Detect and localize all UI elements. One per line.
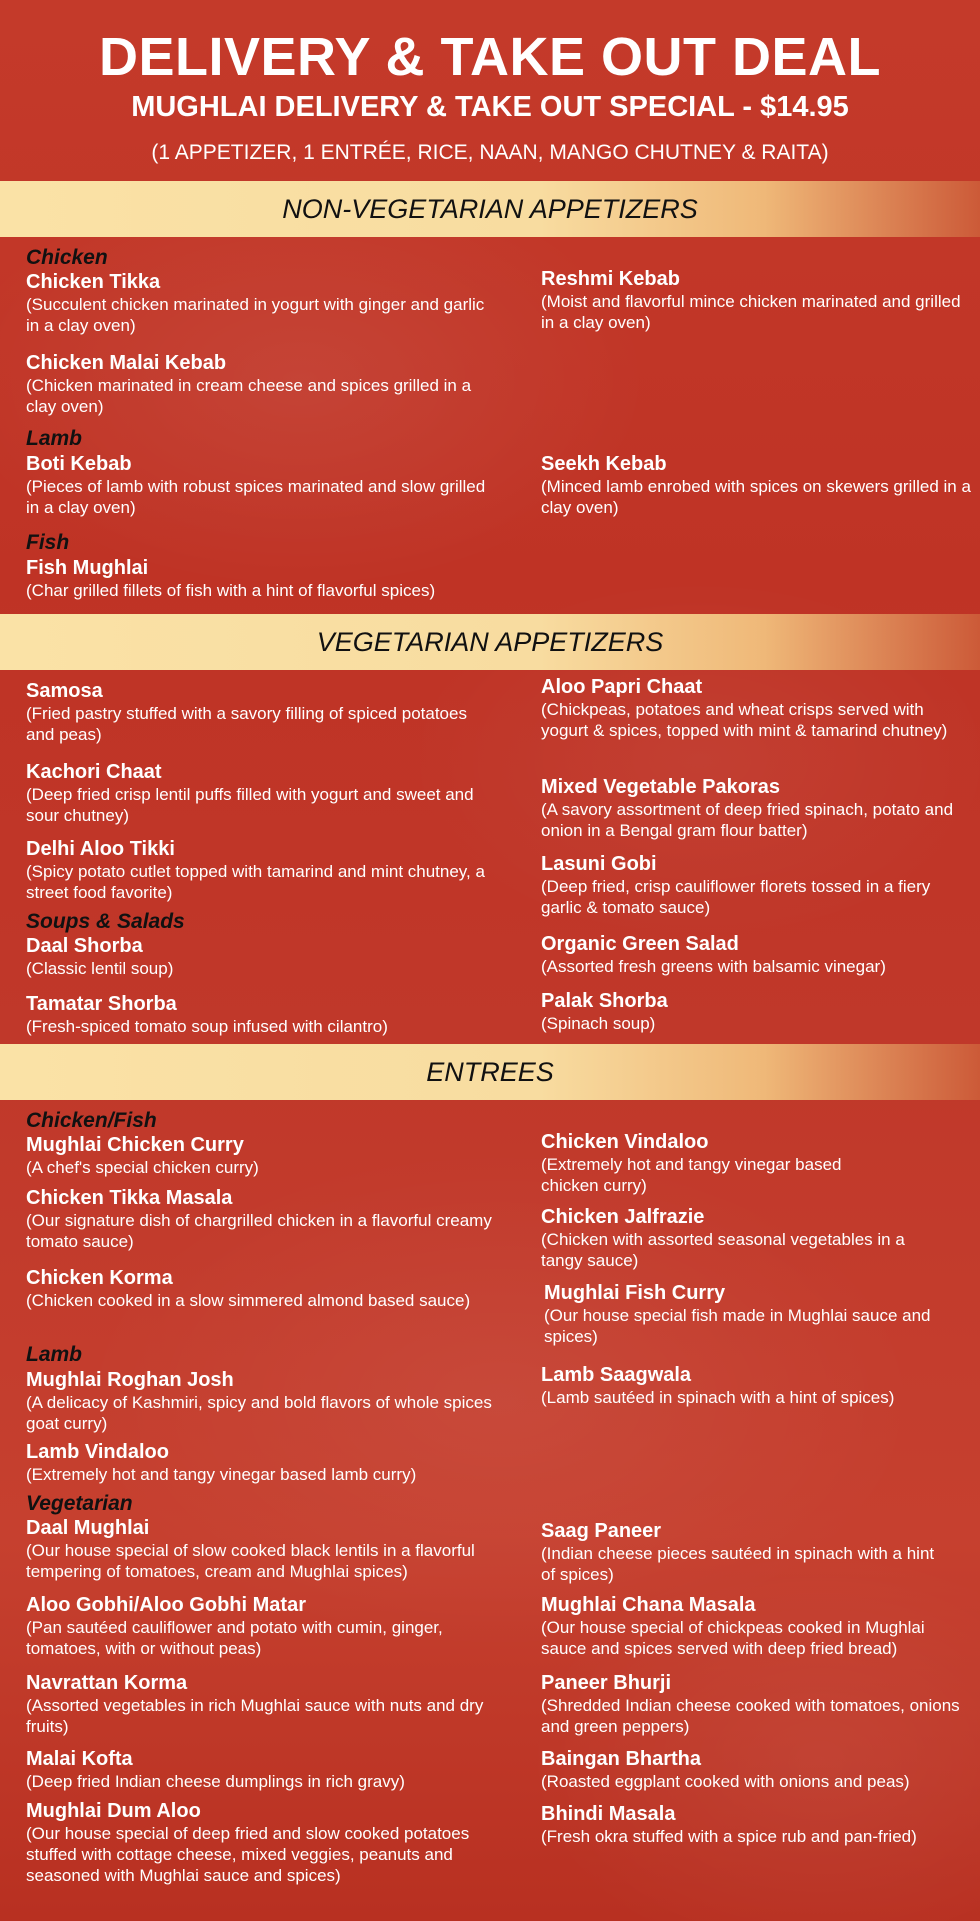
menu-item: [26, 1748, 526, 1792]
section-band-entrees: [0, 1044, 980, 1100]
item-name: Kachori Chaat: [26, 761, 162, 783]
item-description: (Extremely hot and tangy vinegar based chicken curry): [541, 1155, 842, 1195]
special-offer-note: (1 APPETIZER, 1 ENTRÉE, RICE, NAAN, MANGO CHUTNEY & RAITA): [151, 141, 829, 164]
menu-item: [26, 1594, 496, 1659]
item-name: Lamb Saagwala: [541, 1364, 692, 1386]
menu-item: [26, 1134, 526, 1178]
menu-item: [26, 761, 496, 826]
item-description: (Chickpeas, potatoes and wheat crisps served with yogurt & spices, topped with mint & tamarind chutney): [541, 700, 948, 740]
menu-item: [26, 1441, 526, 1485]
subheading-chicken-fish: Chicken/Fish: [26, 1109, 157, 1132]
menu-item: [26, 680, 496, 745]
item-name: Chicken Tikka Masala: [26, 1187, 233, 1209]
item-description: (Fresh okra stuffed with a spice rub and pan-fried): [541, 1827, 917, 1846]
item-name: Paneer Bhurji: [541, 1672, 672, 1694]
item-name: Fish Mughlai: [26, 557, 149, 579]
menu-item: [541, 453, 971, 518]
item-description: (A chef's special chicken curry): [26, 1158, 259, 1177]
item-description: (Our house special fish made in Mughlai sauce and spices): [544, 1306, 931, 1346]
subheading-vegetarian: Vegetarian: [26, 1492, 133, 1515]
section-band-nonveg: [0, 181, 980, 237]
item-description: (Indian cheese pieces sautéed in spinach with a hint of spices): [541, 1544, 935, 1584]
menu-item: [26, 935, 526, 979]
page-title: DELIVERY & TAKE OUT DEAL: [98, 27, 882, 87]
item-description: (Fried pastry stuffed with a savory filling of spiced potatoes and peas): [26, 704, 467, 744]
item-description: (Roasted eggplant cooked with onions and peas): [541, 1772, 910, 1791]
menu-item: [544, 1282, 954, 1347]
item-description: (Extremely hot and tangy vinegar based lamb curry): [26, 1465, 417, 1484]
menu-item: [541, 1364, 971, 1408]
item-description: (Our signature dish of chargrilled chicken in a flavorful creamy tomato sauce): [26, 1211, 492, 1251]
menu-item: [541, 776, 971, 841]
menu-item: [26, 1517, 536, 1582]
subheading-chicken: Chicken: [26, 246, 108, 269]
item-name: Aloo Gobhi/Aloo Gobhi Matar: [26, 1594, 306, 1616]
item-description: (Char grilled fillets of fish with a hint of flavorful spices): [26, 581, 436, 600]
item-description: (Assorted vegetables in rich Mughlai sauce with nuts and dry fruits): [26, 1696, 484, 1736]
item-name: Chicken Vindaloo: [541, 1131, 709, 1153]
item-description: (Spinach soup): [541, 1014, 656, 1033]
item-name: Lasuni Gobi: [541, 853, 657, 875]
item-description: (A savory assortment of deep fried spinach, potato and onion in a Bengal gram flour batter): [541, 800, 954, 840]
menu-item: [26, 1800, 496, 1886]
item-description: (Shredded Indian cheese cooked with tomatoes, onions and green peppers): [541, 1696, 960, 1736]
item-name: Baingan Bhartha: [541, 1748, 702, 1770]
section-title-veg: VEGETARIAN APPETIZERS: [316, 627, 664, 657]
item-description: (Minced lamb enrobed with spices on skewers grilled in a clay oven): [541, 477, 971, 517]
item-name: Chicken Korma: [26, 1267, 173, 1289]
menu-item: [26, 271, 496, 336]
item-name: Delhi Aloo Tikki: [26, 838, 175, 860]
item-description: (Deep fried, crisp cauliflower florets tossed in a fiery garlic & tomato sauce): [541, 877, 931, 917]
item-name: Seekh Kebab: [541, 453, 667, 475]
menu-item: [541, 1748, 971, 1792]
section-title-entrees: ENTREES: [426, 1057, 554, 1087]
subheading-lamb-entrees: Lamb: [26, 1343, 83, 1366]
subheading-fish: Fish: [26, 531, 70, 554]
menu-item: [541, 676, 971, 741]
menu-item: [26, 993, 526, 1037]
menu-item: [541, 1206, 941, 1271]
item-description: (Our house special of slow cooked black lentils in a flavorful tempering of tomatoes, cream and Mughlai spices): [26, 1541, 475, 1581]
item-name: Boti Kebab: [26, 453, 132, 475]
item-name: Mughlai Dum Aloo: [26, 1800, 201, 1822]
section-band-veg: [0, 614, 980, 670]
menu-item: [26, 352, 496, 417]
item-name: Samosa: [26, 680, 103, 702]
menu-item: [26, 557, 526, 601]
item-description: (Pan sautéed cauliflower and potato with cumin, ginger, tomatoes, with or without peas): [26, 1618, 443, 1658]
item-name: Organic Green Salad: [541, 933, 739, 955]
item-name: Malai Kofta: [26, 1748, 133, 1770]
item-name: Palak Shorba: [541, 990, 668, 1012]
item-name: Daal Mughlai: [26, 1517, 150, 1539]
menu-item: [26, 838, 496, 903]
item-name: Mughlai Fish Curry: [544, 1282, 726, 1304]
item-name: Mughlai Chana Masala: [541, 1594, 756, 1616]
section-title-nonveg: NON-VEGETARIAN APPETIZERS: [282, 194, 698, 224]
item-name: Bhindi Masala: [541, 1803, 676, 1825]
item-description: (Chicken with assorted seasonal vegetables in a tangy sauce): [541, 1230, 905, 1270]
item-name: Tamatar Shorba: [26, 993, 177, 1015]
item-description: (Assorted fresh greens with balsamic vinegar): [541, 957, 886, 976]
menu-item: [541, 1672, 971, 1737]
menu-item: [26, 1187, 496, 1252]
item-name: Chicken Tikka: [26, 271, 161, 293]
item-name: Chicken Malai Kebab: [26, 352, 227, 374]
item-name: Saag Paneer: [541, 1520, 662, 1542]
menu-item: [541, 853, 971, 918]
item-name: Aloo Papri Chaat: [541, 676, 703, 698]
item-description: (A delicacy of Kashmiri, spicy and bold flavors of whole spices goat curry): [26, 1393, 492, 1433]
item-name: Mixed Vegetable Pakoras: [541, 776, 781, 798]
menu-item: [541, 1520, 941, 1585]
item-name: Mughlai Chicken Curry: [26, 1134, 244, 1156]
item-name: Mughlai Roghan Josh: [26, 1369, 234, 1391]
item-description: (Deep fried Indian cheese dumplings in rich gravy): [26, 1772, 405, 1791]
menu-item: [26, 453, 496, 518]
menu-item: [541, 268, 971, 333]
menu-item: [26, 1672, 496, 1737]
subheading-soups-salads: Soups & Salads: [26, 910, 185, 933]
item-name: Chicken Jalfrazie: [541, 1206, 705, 1228]
menu-item: [26, 1369, 496, 1434]
special-offer-subtitle: MUGHLAI DELIVERY & TAKE OUT SPECIAL - $14.95: [131, 91, 849, 123]
menu-item: [541, 1594, 971, 1659]
menu-item: [541, 1131, 901, 1196]
item-description: (Chicken marinated in cream cheese and spices grilled in a clay oven): [26, 376, 472, 416]
item-description: (Moist and flavorful mince chicken marinated and grilled in a clay oven): [541, 292, 961, 332]
item-description: (Deep fried crisp lentil puffs filled with yogurt and sweet and sour chutney): [26, 785, 474, 825]
subheading-lamb: Lamb: [26, 427, 83, 450]
item-name: Daal Shorba: [26, 935, 143, 957]
item-name: Navrattan Korma: [26, 1672, 188, 1694]
item-description: (Classic lentil soup): [26, 959, 174, 978]
menu-item: [541, 990, 971, 1034]
item-description: (Lamb sautéed in spinach with a hint of spices): [541, 1388, 895, 1407]
item-name: Lamb Vindaloo: [26, 1441, 169, 1463]
menu-item: [541, 933, 971, 977]
item-description: (Our house special of chickpeas cooked in Mughlai sauce and spices served with deep fried bread): [541, 1618, 925, 1658]
item-description: (Fresh-spiced tomato soup infused with cilantro): [26, 1017, 388, 1036]
item-name: Reshmi Kebab: [541, 268, 680, 290]
menu-item: [541, 1803, 971, 1847]
item-description: (Our house special of deep fried and slow cooked potatoes stuffed with cottage cheese, mixed veggies, peanuts and seasoned with Mughlai sauce and spices): [26, 1824, 470, 1885]
item-description: (Spicy potato cutlet topped with tamarind and mint chutney, a street food favorite): [26, 862, 485, 902]
item-description: (Pieces of lamb with robust spices marinated and slow grilled in a clay oven): [26, 477, 486, 517]
menu-item: [26, 1267, 526, 1311]
item-description: (Succulent chicken marinated in yogurt with ginger and garlic in a clay oven): [26, 295, 485, 335]
item-description: (Chicken cooked in a slow simmered almond based sauce): [26, 1291, 471, 1310]
